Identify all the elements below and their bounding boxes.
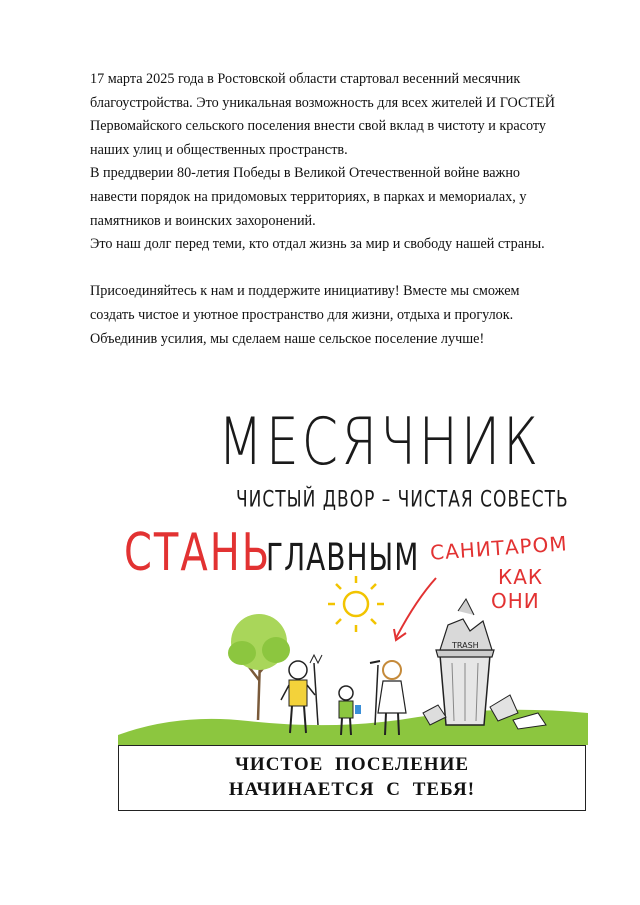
article-text xyxy=(90,68,610,351)
paragraph-line: Объединив усилия, мы сделаем наше сельское поселение лучше! xyxy=(90,330,485,347)
paragraph-line: наших улиц и общественных пространств. xyxy=(90,141,348,158)
father-figure-icon xyxy=(281,655,322,733)
poster-kak: КАК xyxy=(498,565,544,589)
poster-main: ГЛАВНЫМ xyxy=(266,535,420,580)
slogan-box xyxy=(118,745,586,811)
paragraph-line: памятников и воинских захоронений. xyxy=(90,212,316,229)
paragraph-line: Первомайского сельского поселения внести свой вклад в чистоту и красоту xyxy=(90,118,546,135)
svg-text:TRASH: TRASH xyxy=(452,641,479,650)
poster-subtitle: ЧИСТЫЙ ДВОР – ЧИСТАЯ СОВЕСТЬ xyxy=(236,487,569,513)
sun-icon xyxy=(328,576,384,632)
paragraph-line: навести порядок на придомовых территориях, в парках и мемориалах, у xyxy=(90,188,527,205)
paragraph-line: Это наш долг перед теми, кто отдал жизнь за мир и свободу нашей страны. xyxy=(90,236,545,253)
trash-bin-icon xyxy=(423,599,546,729)
slogan-line-1: ЧИСТОЕ ПОСЕЛЕНИЕ xyxy=(234,754,470,775)
poster-sanitar: САНИТАРОМ xyxy=(429,531,569,565)
paragraph-line: В преддверии 80-летия Победы в Великой Отечественной войне важно xyxy=(90,165,521,182)
slogan-line-2: НАЧИНАЕТСЯ С ТЕБЯ! xyxy=(228,779,476,800)
poster-oni: ОНИ xyxy=(491,589,540,613)
tree-icon xyxy=(228,614,290,720)
poster-title: МЕСЯЧНИК xyxy=(218,405,542,480)
paragraph-line: 17 марта 2025 года в Ростовской области стартовал весенний месячник xyxy=(90,71,521,87)
paragraph-line: Присоединяйтесь к нам и поддержите инициативу! Вместе мы сможем xyxy=(90,283,520,300)
paragraph-line: создать чистое и уютное пространство для жизни, отдыха и прогулок. xyxy=(90,306,514,323)
arrow-icon xyxy=(396,578,436,638)
paragraph-line: благоустройства. Это уникальная возможность для всех жителей И ГОСТЕЙ xyxy=(90,94,556,111)
poster-become: СТАНЬ xyxy=(124,523,272,583)
cleanup-poster xyxy=(118,395,588,745)
